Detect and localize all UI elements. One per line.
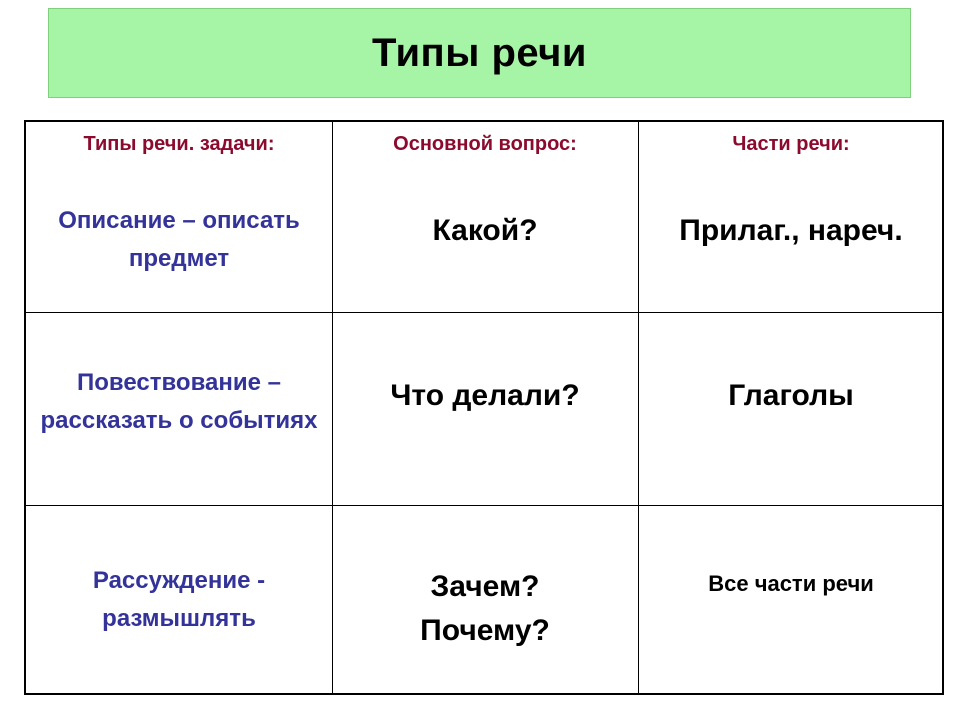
- page-title: Типы речи: [372, 30, 587, 75]
- header-parts-of-speech: Части речи:: [732, 133, 850, 155]
- title-banner: [48, 8, 911, 98]
- row-divider: [26, 505, 942, 506]
- row2-question: Что делали?: [390, 379, 580, 412]
- speech-types-table: [24, 120, 944, 695]
- row1-parts: Прилаг., нареч.: [679, 214, 903, 247]
- row3-parts: Все части речи: [708, 571, 874, 596]
- header-speech-types: Типы речи. задачи:: [83, 133, 275, 155]
- row1-question: Какой?: [432, 214, 538, 247]
- row3-task: Рассуждение - размышлять: [92, 567, 266, 633]
- row2-task: Повествование – рассказать о событиях: [40, 369, 318, 435]
- row1-task: Описание – описать предмет: [58, 207, 300, 273]
- row3-question: Зачем? Почему?: [420, 570, 550, 647]
- header-main-question: Основной вопрос:: [393, 133, 577, 155]
- row2-parts: Глаголы: [728, 379, 854, 412]
- row-divider: [26, 312, 942, 313]
